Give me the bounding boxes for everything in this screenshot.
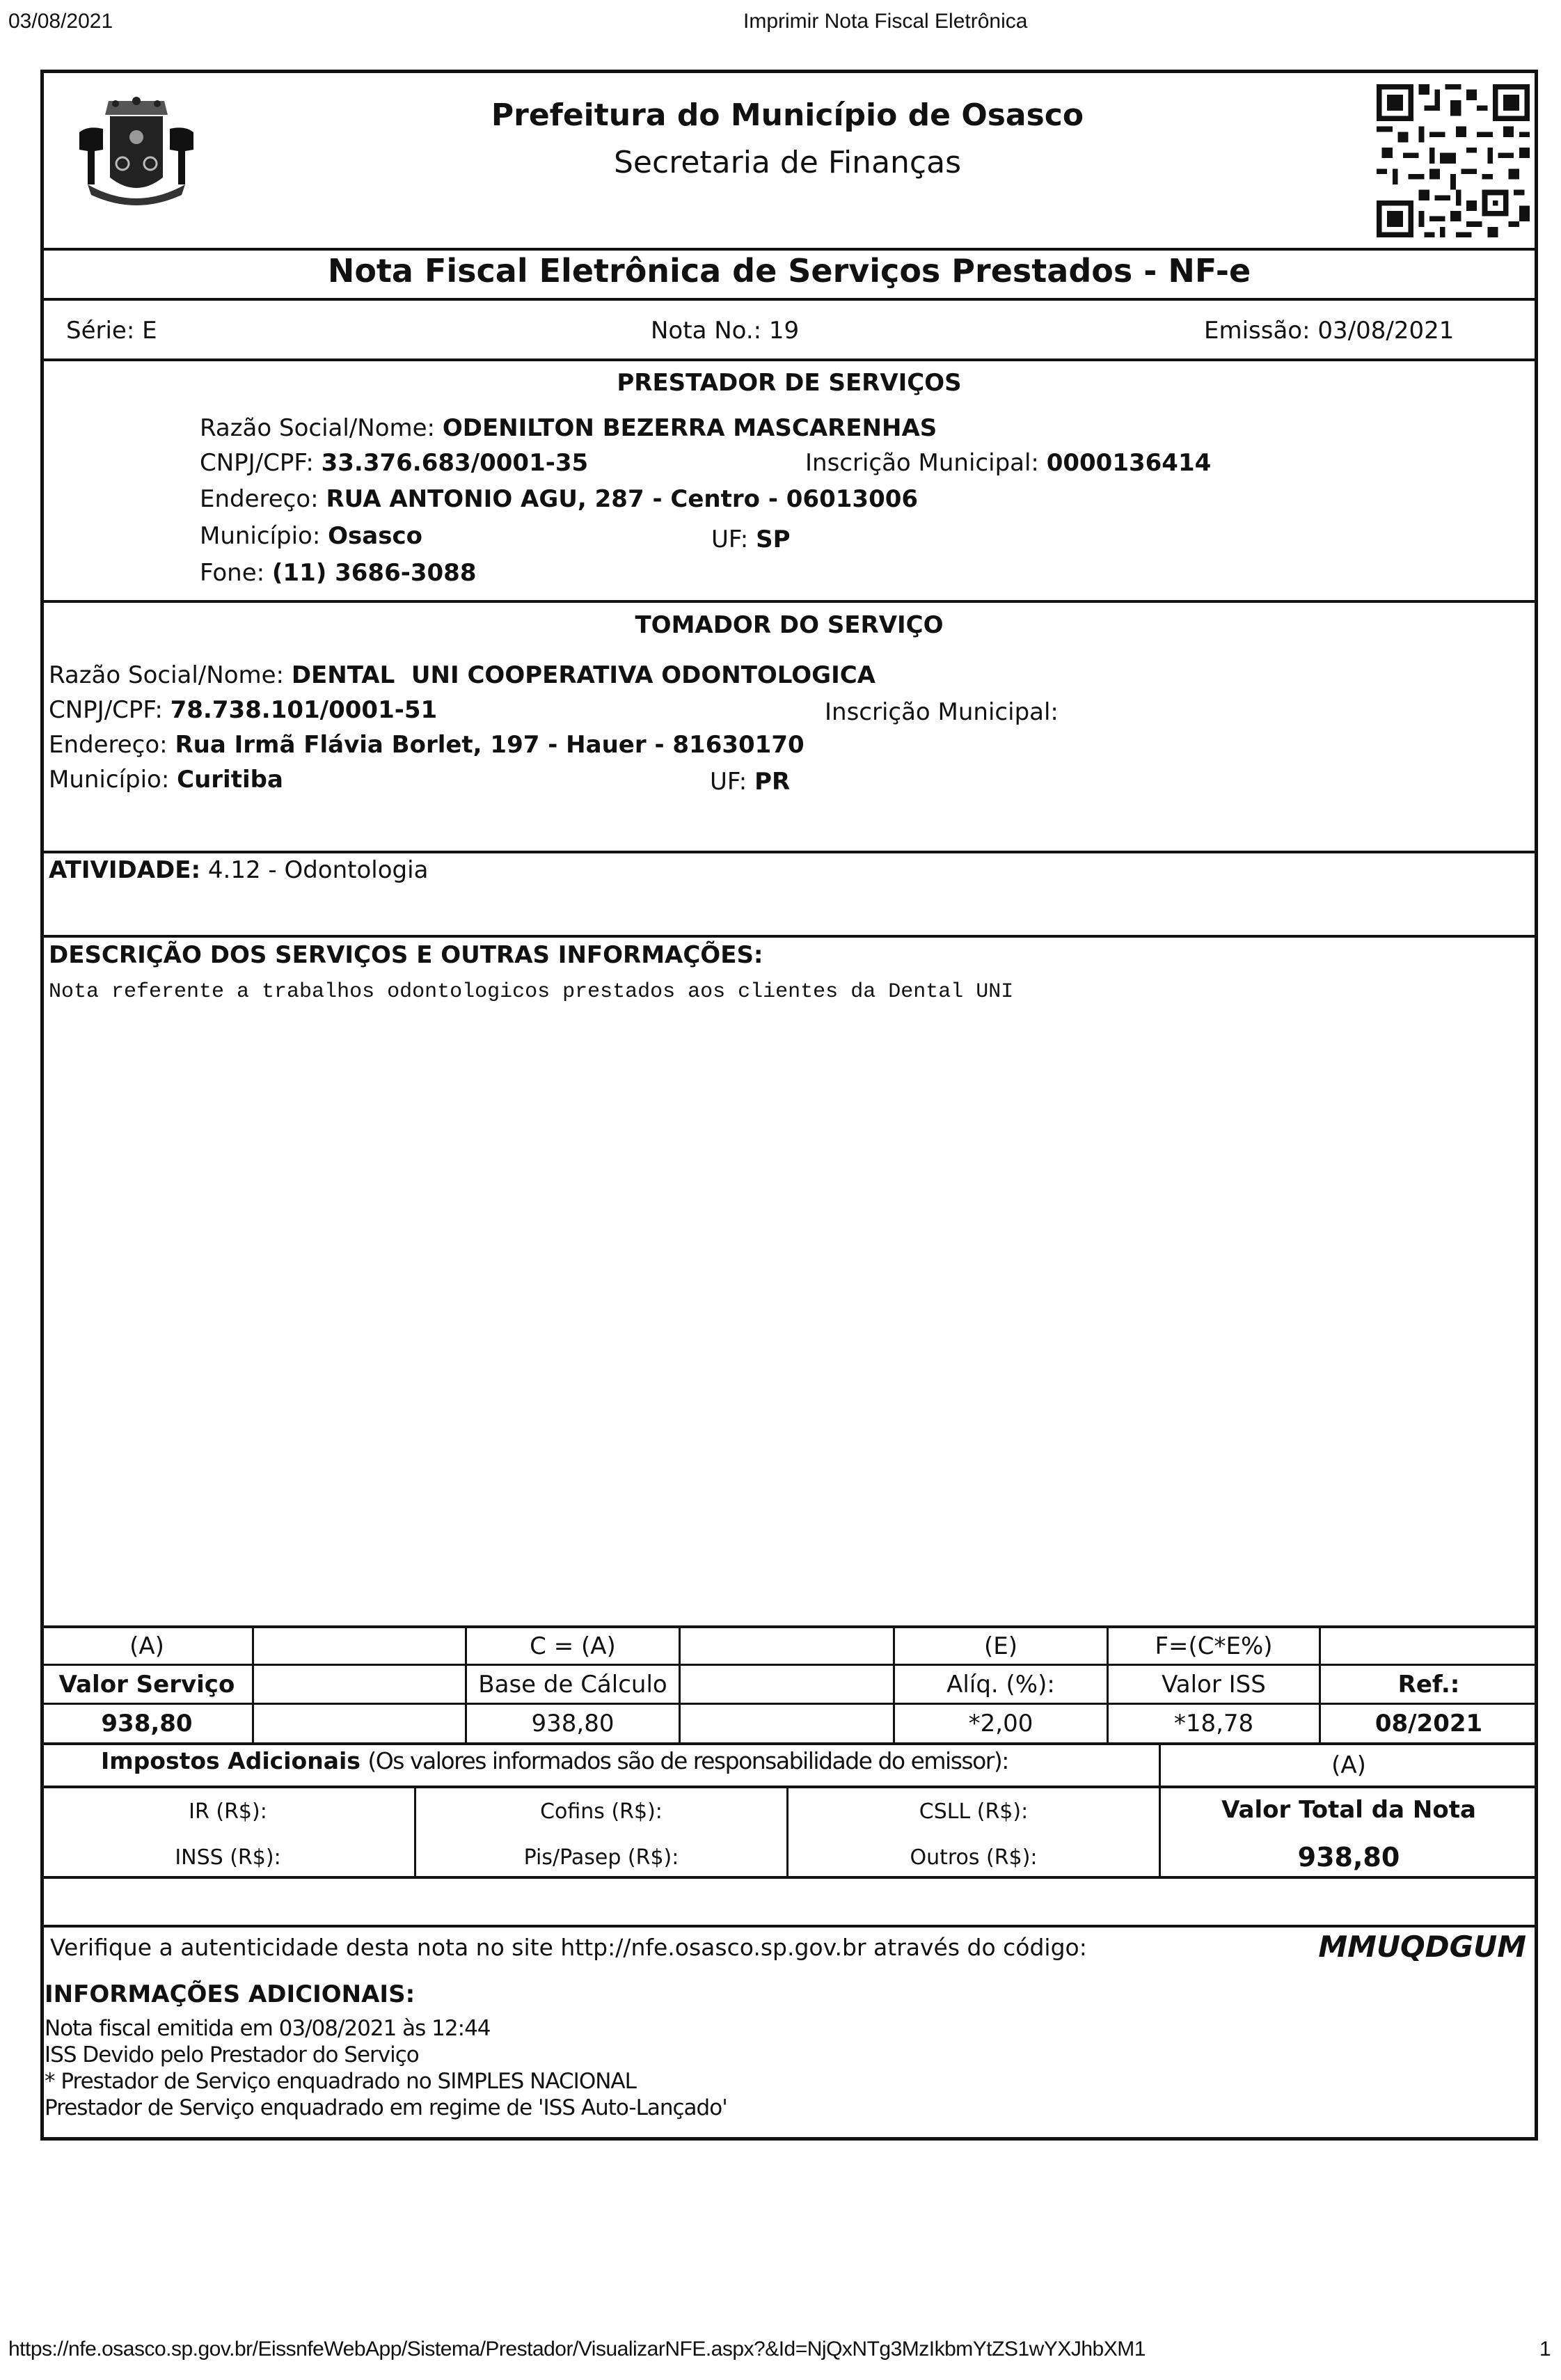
divider: [40, 358, 1538, 361]
divider: [40, 1876, 1538, 1879]
nota-number-field: [651, 317, 799, 345]
descricao-text: Nota referente a trabalhos odontologicos prestados aos clientes da Dental UNI: [49, 980, 1014, 1004]
empty-cell: [681, 1705, 893, 1742]
qr-code-icon[interactable]: [1377, 82, 1530, 239]
prestador-razao-field: [200, 414, 937, 442]
prestador-endereco-field: [200, 485, 918, 513]
emissao-label: Emissão:: [1204, 317, 1310, 345]
empty-cell: [254, 1628, 465, 1664]
valor-iss-value: *18,78: [1173, 1710, 1254, 1737]
pis-pasep-label: Pis/Pasep (R$):: [523, 1845, 679, 1870]
inss-label: INSS (R$):: [175, 1845, 281, 1870]
valor-servico-formula: (A): [129, 1632, 164, 1660]
divider: [40, 298, 1538, 301]
prestador-endereco-value: RUA ANTONIO AGU, 287 - Centro - 06013006: [326, 485, 919, 513]
prestador-uf-label: UF:: [711, 526, 749, 553]
tomador-cnpj-value: 78.738.101/0001-51: [170, 696, 438, 724]
cofins-label: Cofins (R$):: [540, 1799, 663, 1824]
valor-servico-label: Valor Serviço: [58, 1671, 235, 1699]
prestador-inscricao-value: 0000136414: [1046, 449, 1212, 477]
serie-label: Série:: [66, 317, 135, 345]
prestador-inscricao-field: [805, 449, 1211, 477]
tomador-municipio-label: Município:: [49, 766, 170, 794]
prestador-fone-value: (11) 3686-3088: [271, 559, 477, 587]
print-page-number: 1: [1539, 2338, 1551, 2361]
informacoes-title: INFORMAÇÕES ADICIONAIS:: [45, 1980, 415, 2008]
referencia-value: 08/2021: [1374, 1710, 1483, 1737]
info-line: ISS Devido pelo Prestador do Serviço: [45, 2042, 419, 2067]
aliquota-label: Alíq. (%):: [946, 1671, 1055, 1699]
print-page-title: Imprimir Nota Fiscal Eletrônica: [743, 10, 1028, 33]
empty-cell: [1321, 1628, 1537, 1664]
divider: [40, 935, 1538, 938]
org-name: Prefeitura do Município de Osasco: [491, 97, 1084, 133]
tomador-endereco-value: Rua Irmã Flávia Borlet, 197 - Hauer - 81630170: [175, 731, 805, 759]
atividade-label: ATIVIDADE:: [49, 856, 201, 884]
document-title: Nota Fiscal Eletrônica de Serviços Prestados - NF-e: [327, 252, 1251, 290]
base-calculo-value: 938,80: [531, 1710, 615, 1737]
valor-servico-value: 938,80: [101, 1710, 193, 1737]
tomador-section-title: TOMADOR DO SERVIÇO: [635, 611, 944, 639]
empty-cell: [681, 1628, 893, 1664]
prestador-municipio-value: Osasco: [328, 522, 422, 550]
valor-iss-label: Valor ISS: [1162, 1671, 1266, 1699]
tomador-inscricao-label: Inscrição Municipal:: [825, 698, 1059, 726]
divider: [40, 1786, 1538, 1788]
prestador-fone-field: [200, 559, 477, 587]
prestador-uf-value: SP: [756, 526, 791, 553]
impostos-title-note: (Os valores informados são de responsabilidade do emissor):: [367, 1747, 1008, 1774]
tomador-municipio-field: [49, 766, 283, 794]
atividade-field: [49, 856, 428, 884]
aliquota-value: *2,00: [968, 1710, 1033, 1737]
total-formula: (A): [1331, 1751, 1366, 1779]
nota-label: Nota No.:: [651, 317, 762, 345]
tomador-endereco-label: Endereço:: [49, 731, 168, 759]
prestador-inscricao-label: Inscrição Municipal:: [805, 449, 1039, 477]
emissao-field: [1204, 317, 1454, 345]
prestador-endereco-label: Endereço:: [200, 485, 319, 513]
impostos-title: [101, 1747, 1008, 1774]
tomador-uf-field: [710, 768, 790, 796]
prestador-razao-label: Razão Social/Nome:: [200, 414, 435, 442]
nota-value: 19: [768, 317, 800, 345]
tomador-cnpj-field: [49, 696, 437, 724]
empty-cell: [681, 1666, 893, 1703]
tomador-cnpj-label: CNPJ/CPF:: [49, 696, 163, 724]
empty-cell: [254, 1666, 465, 1703]
serie-value: E: [142, 317, 157, 345]
divider: [40, 851, 1538, 853]
tomador-uf-label: UF:: [710, 768, 747, 796]
informacoes-list: [45, 2015, 727, 2121]
referencia-label: Ref.:: [1397, 1671, 1460, 1699]
valor-iss-formula: F=(C*E%): [1155, 1632, 1273, 1660]
verificacao-code[interactable]: MMUQDGUM: [1318, 1930, 1526, 1964]
ir-label: IR (R$):: [189, 1799, 267, 1824]
serie-field: [66, 317, 157, 345]
verificacao-text: Verifique a autenticidade desta nota no site http://nfe.osasco.sp.gov.br através do código:: [50, 1934, 1087, 1961]
descricao-title: DESCRIÇÃO DOS SERVIÇOS E OUTRAS INFORMAÇÕES:: [49, 941, 763, 969]
prestador-municipio-label: Município:: [200, 522, 321, 550]
impostos-title-bold: Impostos Adicionais: [101, 1747, 360, 1774]
aliquota-formula: (E): [983, 1632, 1017, 1660]
divider: [40, 600, 1538, 603]
tomador-razao-value: DENTAL UNI COOPERATIVA ODONTOLOGICA: [291, 661, 875, 689]
tomador-endereco-field: [49, 731, 805, 759]
prestador-cnpj-field: [200, 449, 588, 477]
tomador-razao-field: [49, 661, 875, 689]
csll-label: CSLL (R$):: [919, 1799, 1029, 1824]
divider: [40, 1925, 1538, 1928]
tomador-razao-label: Razão Social/Nome:: [49, 661, 284, 689]
prestador-section-title: PRESTADOR DE SERVIÇOS: [617, 369, 962, 397]
department-name: Secretaria de Finanças: [614, 145, 961, 180]
tomador-municipio-value: Curitiba: [177, 766, 283, 794]
outros-label: Outros (R$):: [910, 1845, 1038, 1870]
valor-total-value: 938,80: [1297, 1842, 1400, 1873]
emissao-value: 03/08/2021: [1317, 317, 1455, 345]
prestador-cnpj-value: 33.376.683/0001-35: [321, 449, 589, 477]
prestador-municipio-field: [200, 522, 422, 550]
base-calculo-formula: C = (A): [530, 1632, 616, 1660]
valor-total-label: Valor Total da Nota: [1221, 1796, 1476, 1824]
info-line: Nota fiscal emitida em 03/08/2021 às 12:44: [45, 2016, 491, 2041]
print-date: 03/08/2021: [8, 10, 113, 33]
info-line: Prestador de Serviço enquadrado em regime de 'ISS Auto-Lançado': [45, 2095, 727, 2120]
tomador-uf-value: PR: [754, 768, 791, 796]
print-url[interactable]: https://nfe.osasco.sp.gov.br/EissnfeWebApp/Sistema/Prestador/VisualizarNFE.aspx?&Id=NjQxNTg3MzIkbmYtZS1wYXJhbXM1: [8, 2338, 1146, 2361]
empty-cell: [254, 1705, 465, 1742]
tomador-inscricao-field: [825, 698, 1059, 726]
prestador-uf-field: [711, 526, 790, 553]
prestador-cnpj-label: CNPJ/CPF:: [200, 449, 314, 477]
atividade-value: 4.12 - Odontologia: [207, 856, 429, 884]
prestador-razao-value: ODENILTON BEZERRA MASCARENHAS: [442, 414, 937, 442]
prestador-fone-label: Fone:: [200, 559, 265, 587]
divider: [40, 248, 1538, 251]
info-line: * Prestador de Serviço enquadrado no SIMPLES NACIONAL: [45, 2069, 636, 2094]
base-calculo-label: Base de Cálculo: [478, 1671, 667, 1699]
